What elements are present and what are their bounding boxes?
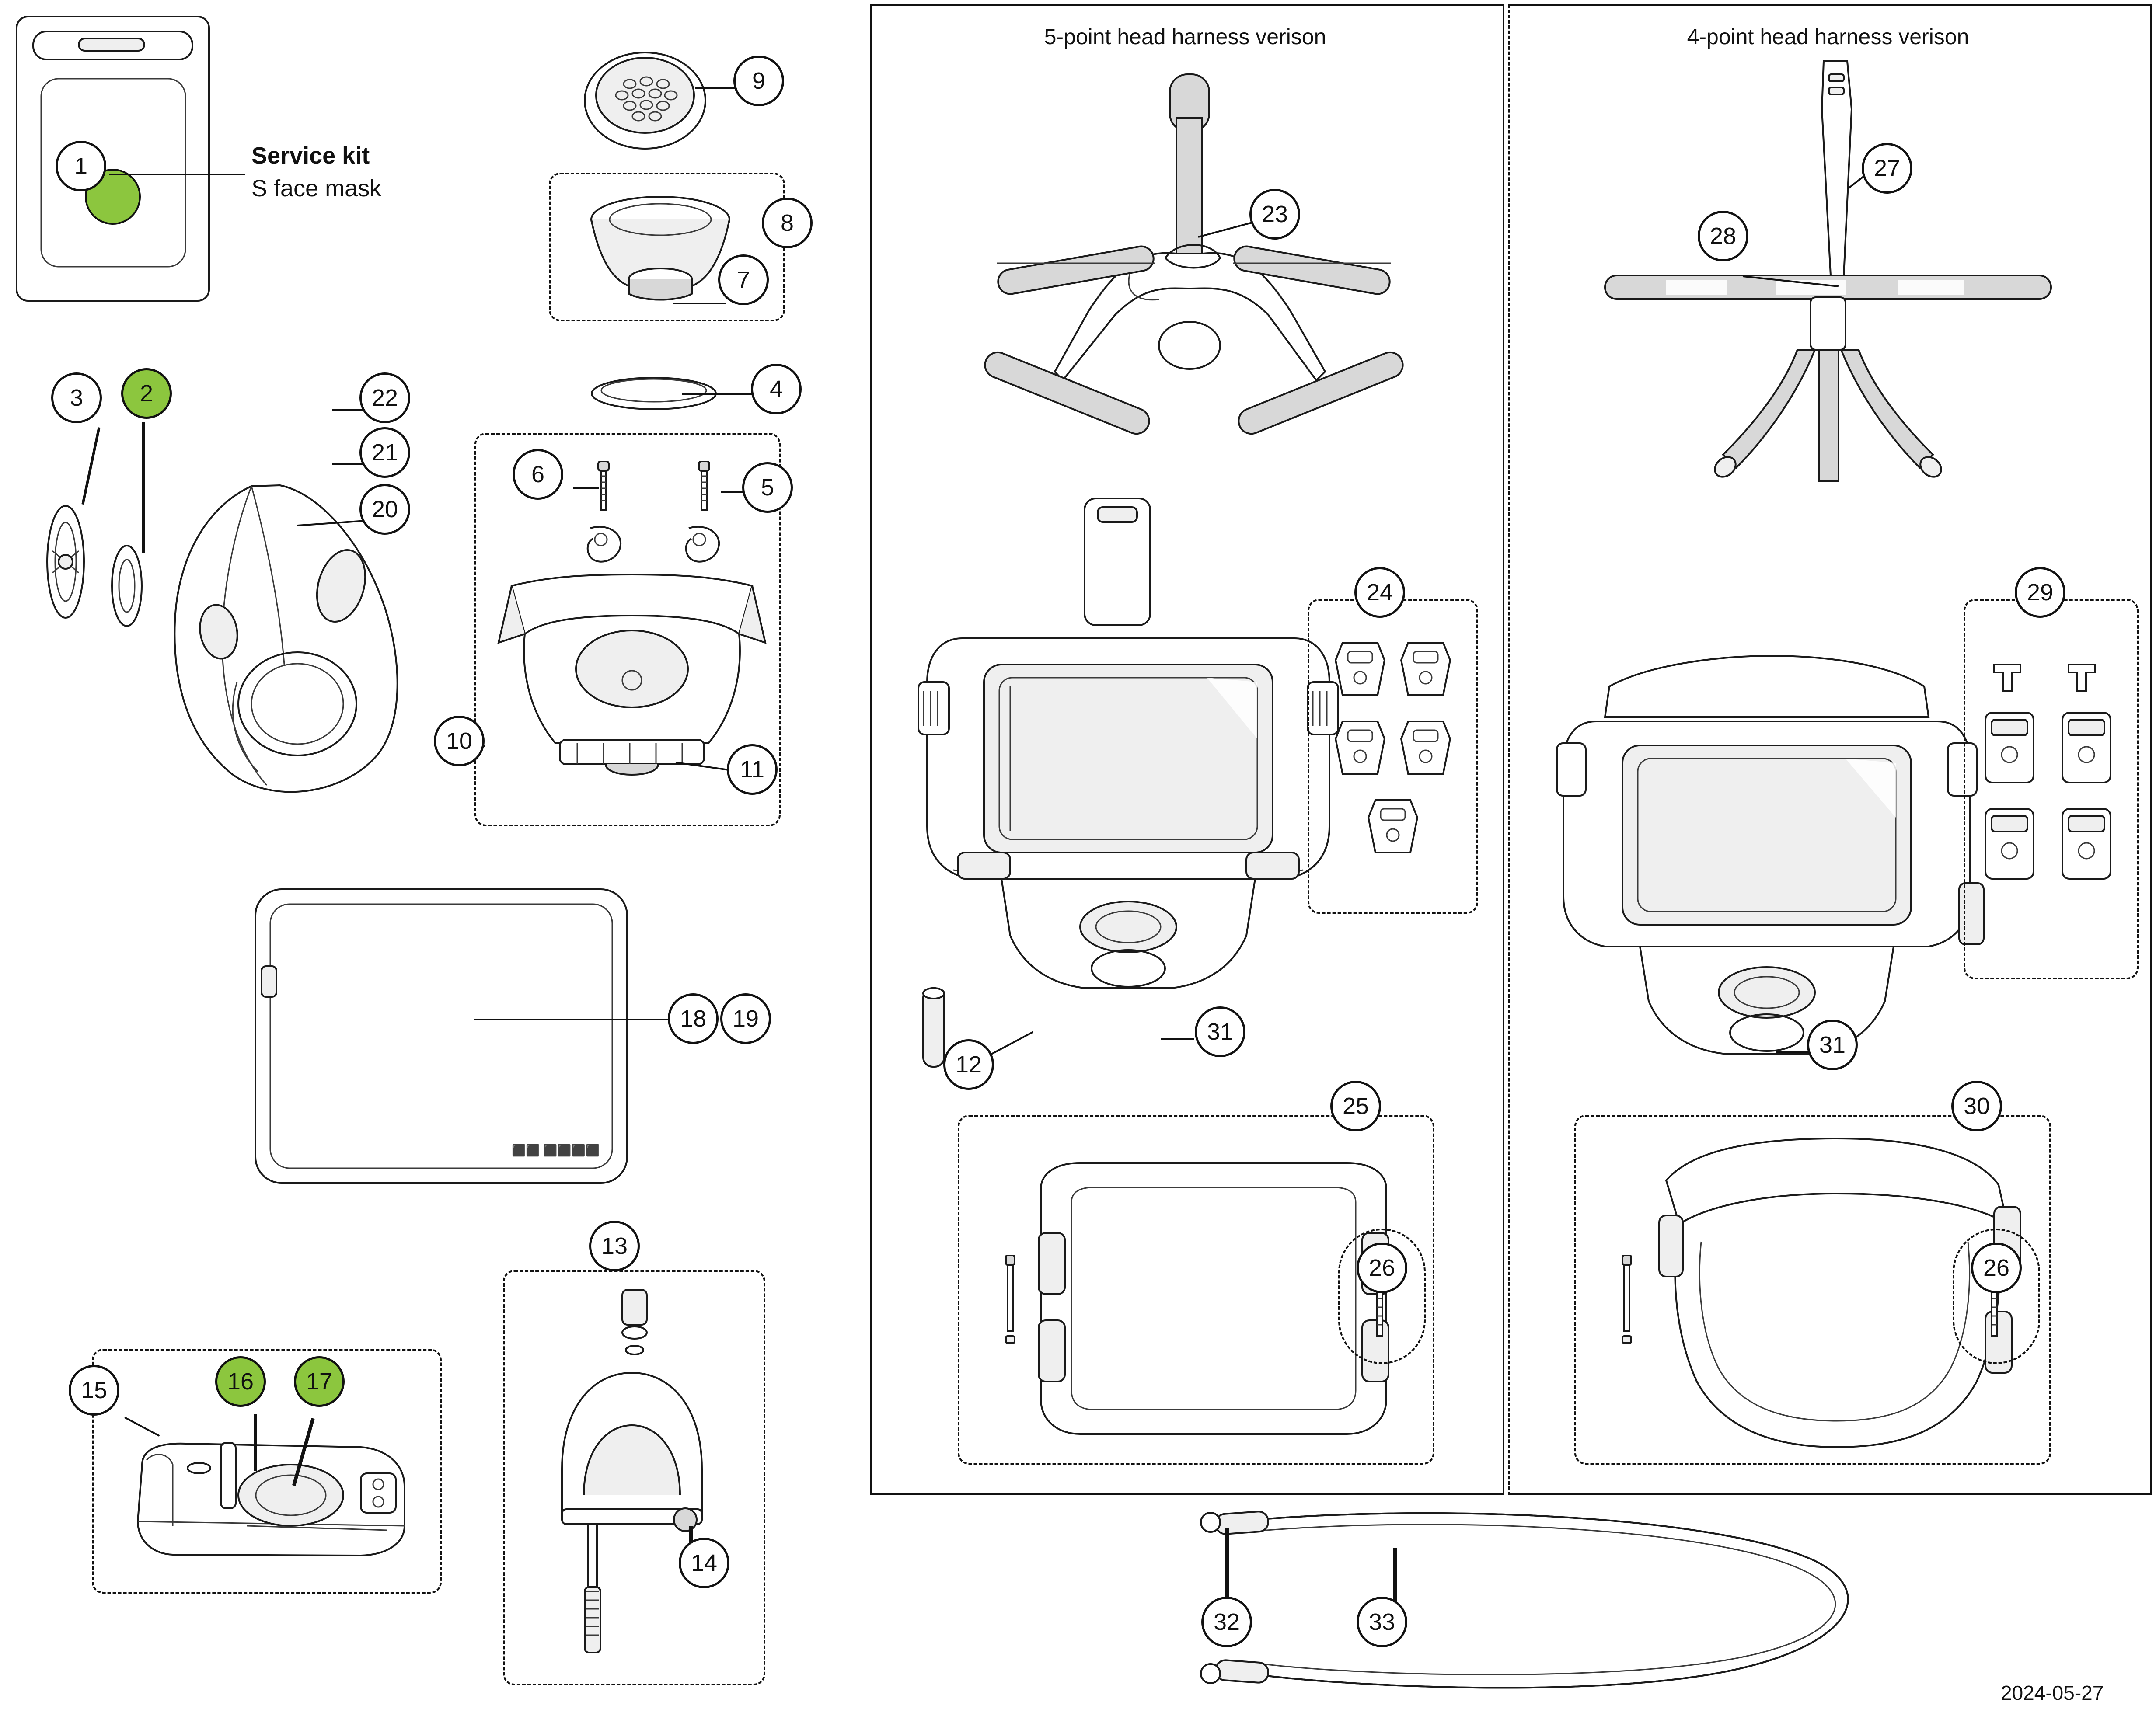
part-2-membrane xyxy=(98,542,155,630)
callout-1[interactable]: 1 xyxy=(56,141,106,191)
callout-21[interactable]: 21 xyxy=(359,427,410,478)
callout-29[interactable]: 29 xyxy=(2015,567,2065,618)
callout-31[interactable]: 31 xyxy=(1195,1006,1245,1057)
callout-30[interactable]: 30 xyxy=(1951,1081,2002,1131)
part-31b-mask-4point xyxy=(1544,612,1990,1084)
part-31-mask-5point xyxy=(901,494,1356,1062)
callout-26[interactable]: 26 xyxy=(1971,1243,2022,1293)
callout-22[interactable]: 22 xyxy=(359,372,410,423)
part-13-valve-cover xyxy=(523,1285,741,1670)
leader-16 xyxy=(254,1414,257,1471)
part-15-exhalation-assembly xyxy=(116,1395,422,1583)
part-33-neck-strap xyxy=(1185,1495,1885,1709)
callout-9[interactable]: 9 xyxy=(733,56,784,106)
leader-2 xyxy=(142,422,145,553)
service-kit-subtitle: S face mask xyxy=(251,175,382,202)
callout-5[interactable]: 5 xyxy=(742,462,793,513)
part-3-valve-disc xyxy=(26,498,105,625)
callout-12[interactable]: 12 xyxy=(943,1039,994,1090)
callout-16[interactable]: 16 xyxy=(215,1356,266,1407)
callout-26[interactable]: 26 xyxy=(1357,1243,1407,1293)
callout-6[interactable]: 6 xyxy=(513,449,563,500)
callout-10[interactable]: 10 xyxy=(434,716,485,766)
panel-4point-title: 4-point head harness verison xyxy=(1687,24,1969,49)
svg-text:⬛⬛ ⬛⬛⬛⬛: ⬛⬛ ⬛⬛⬛⬛ xyxy=(512,1144,600,1157)
part-24-clips xyxy=(1325,634,1465,905)
leader-4 xyxy=(682,393,754,395)
part-9-speech-grille xyxy=(582,44,708,157)
part-28-harness-4point xyxy=(1592,262,2064,568)
panel-divider xyxy=(1508,4,1510,1495)
callout-7[interactable]: 7 xyxy=(718,254,769,305)
callout-17[interactable]: 17 xyxy=(294,1356,345,1407)
leader-31b xyxy=(1776,1051,1808,1053)
callout-28[interactable]: 28 xyxy=(1698,211,1748,261)
leader-32 xyxy=(1225,1528,1229,1602)
callout-27[interactable]: 27 xyxy=(1862,143,1912,194)
part-26b-screw-left xyxy=(1618,1255,1636,1347)
callout-33[interactable]: 33 xyxy=(1357,1597,1407,1647)
leader-7 xyxy=(673,303,726,304)
part-29-hardware xyxy=(1977,656,2125,962)
callout-8[interactable]: 8 xyxy=(762,198,813,248)
callout-15[interactable]: 15 xyxy=(69,1365,119,1416)
callout-32[interactable]: 32 xyxy=(1201,1597,1252,1647)
callout-24[interactable]: 24 xyxy=(1354,567,1405,618)
callout-13[interactable]: 13 xyxy=(589,1221,640,1271)
leader-3 xyxy=(81,427,100,505)
part-23-harness-5point xyxy=(931,66,1448,529)
drawing-date: 2024-05-27 xyxy=(2001,1681,2104,1704)
callout-14[interactable]: 14 xyxy=(679,1538,729,1588)
leader-6 xyxy=(573,487,599,489)
leader-9 xyxy=(695,87,735,89)
part-5-screw xyxy=(691,461,717,514)
callout-31[interactable]: 31 xyxy=(1807,1020,1858,1070)
callout-25[interactable]: 25 xyxy=(1330,1081,1381,1131)
callout-4[interactable]: 4 xyxy=(751,364,802,414)
leader-33 xyxy=(1393,1548,1397,1605)
callout-18[interactable]: 18 xyxy=(668,993,719,1044)
callout-23[interactable]: 23 xyxy=(1249,189,1300,240)
callout-11[interactable]: 11 xyxy=(727,744,778,795)
part-11-mask-bracket xyxy=(494,568,770,787)
callout-3[interactable]: 3 xyxy=(51,372,102,423)
part-26-screw-left xyxy=(1001,1255,1019,1347)
service-kit-pouch xyxy=(13,13,219,310)
part-6-clip xyxy=(582,520,630,568)
leader-31 xyxy=(1161,1038,1194,1040)
callout-2[interactable]: 2 xyxy=(121,368,172,419)
part-5-clip xyxy=(680,520,728,568)
service-kit-title: Service kit xyxy=(251,143,370,169)
leader-1 xyxy=(109,174,245,175)
callout-20[interactable]: 20 xyxy=(359,484,410,535)
part-18-visor xyxy=(249,883,634,1189)
leader-18 xyxy=(474,1019,680,1020)
panel-5point-title: 5-point head harness verison xyxy=(1044,24,1326,49)
callout-19[interactable]: 19 xyxy=(720,993,771,1044)
